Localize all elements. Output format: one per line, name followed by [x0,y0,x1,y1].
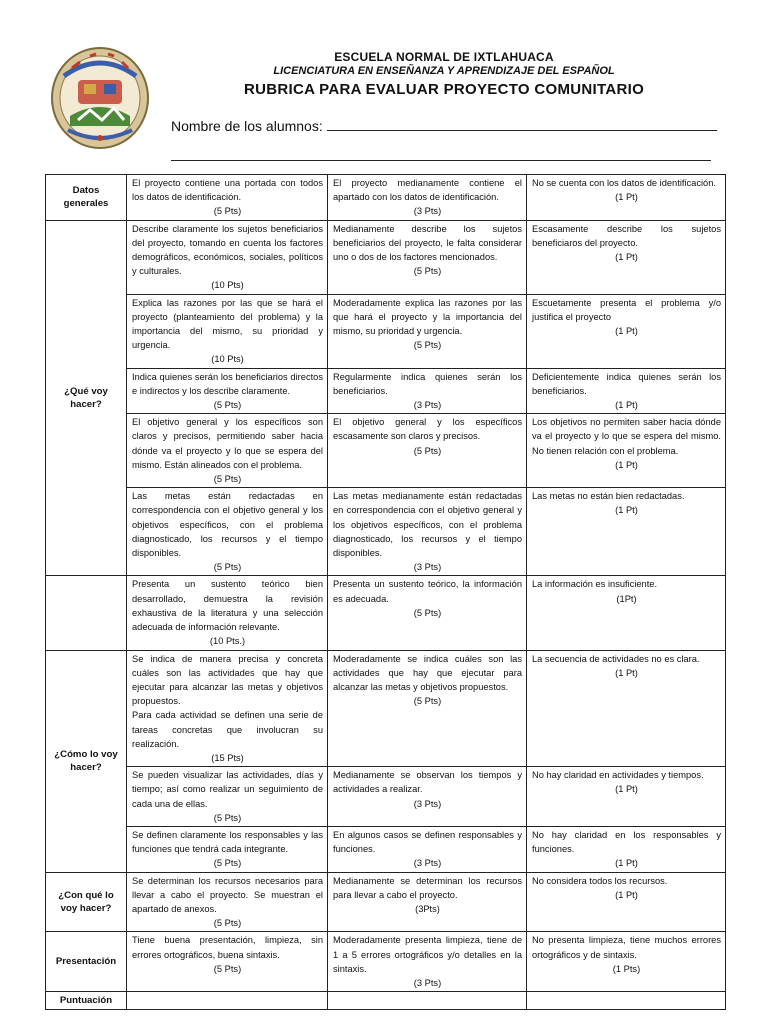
points: (1Pt) [616,593,637,604]
points: (3 Pts) [413,798,442,809]
criterion-puntuacion: Puntuación [46,992,127,1010]
descriptor: El proyecto contiene una portada con todos los datos de identificación. [132,178,323,203]
cell-level-mid [328,175,527,221]
descriptor: Se pueden visualizar las actividades, días y tiempo; así como realizar un seguimiento de cada una de ellas. [132,770,323,809]
descriptor: La secuencia de actividades no es clara. [532,653,700,664]
cell-level-high [127,220,328,294]
cell-level-mid [328,576,527,650]
cell-level-mid [328,368,527,414]
points: (1 Pt) [615,667,638,678]
descriptor: El proyecto medianamente contiene el apartado con los datos de identificación. [333,178,522,203]
cell-level-high [127,767,328,827]
cell-level-high [127,368,328,414]
table-row [46,414,726,488]
table-row [46,488,726,576]
rubric-table [45,174,726,1010]
points: (5 Pts) [413,607,442,618]
cell-level-high [127,576,328,650]
points: (5 Pts) [213,963,242,974]
points: (5 Pts) [413,445,442,456]
table-row [46,826,726,872]
descriptor: Medianamente describe los sujetos beneficiarios del proyecto, le falta considerar uno o dos de los factores mencionados. [333,223,522,263]
descriptor: Deficientemente indica quienes serán los beneficiarios. [532,371,721,396]
cell-level-low [527,767,726,827]
cell-level-low [527,294,726,368]
descriptor: Explica las razones por las que se hará el proyecto (planteamiento del problema) y la importancia del mismo, su prioridad y urgencia. [132,297,323,351]
points: (3 Pts) [413,977,442,988]
cell-level-low [527,576,726,650]
descriptor: No presenta limpieza, tiene muchos errores ortográficos y de sintaxis. [532,935,721,960]
cell-level-high [127,932,328,992]
school-seal-logo [50,46,150,150]
cell-level-low [527,220,726,294]
score-row [46,992,726,1010]
points: (3 Pts) [413,858,442,869]
score-cell-high[interactable] [127,992,328,1010]
students-blank-line-2[interactable] [171,160,711,161]
table-row [46,650,726,767]
points: (3Pts) [415,903,440,914]
descriptor: Escasamente describe los sujetos beneficiaros del proyecto. [532,223,721,248]
table-row [46,872,726,932]
points: (1 Pt) [615,192,638,203]
points: (1 Pt) [615,326,638,337]
criterion-empty [46,576,127,650]
descriptor: Moderadamente se indica cuáles son las actividades que hay que ejecutar para alcanzar las metas y objetivos propuestos. [333,653,522,692]
points: (3 Pts) [413,206,442,217]
points: (1 Pts) [612,963,641,974]
descriptor: Las metas no están bien redactadas. [532,491,685,502]
cell-level-mid [328,767,527,827]
descriptor: Indica quienes serán los beneficiarios directos e indirectos y los describe claramente. [132,371,323,396]
descriptor: Escuetamente presenta el problema y/o justifica el proyecto [532,297,721,322]
descriptor: No se cuenta con los datos de identificación. [532,178,716,188]
points: (5 Pts) [413,696,442,707]
table-row [46,932,726,992]
points: (1 Pt) [615,400,638,411]
points: (1 Pt) [615,459,638,470]
descriptor: No hay claridad en actividades y tiempos. [532,770,704,781]
degree-name: LICENCIATURA EN ENSEÑANZA Y APRENDIZAJE DEL ESPAÑOL [273,65,615,77]
descriptor: No considera todos los recursos. [532,875,668,886]
points: (1 Pt) [615,858,638,869]
score-cell-mid[interactable] [328,992,527,1010]
descriptor: Medianamente se determinan los recursos para llevar a cabo el proyecto. [333,875,522,900]
descriptor: Los objetivos no permiten saber hacia dónde va el proyecto y lo que se espera del mismo. No tienen relación con el problema. [532,417,721,456]
cell-level-mid [328,220,527,294]
cell-level-mid [328,932,527,992]
descriptor: La información es insuficiente. [532,579,658,590]
criterion-presentacion: Presentación [46,932,127,992]
descriptor: Moderadamente explica las razones por las que hará el proyecto y la importancia del mismo, su prioridad y urgencia. [333,297,522,337]
points: (1 Pt) [615,505,638,516]
table-row [46,220,726,294]
descriptor: Tiene buena presentación, limpieza, sin errores ortográficos, buena sintaxis. [132,935,323,960]
descriptor: No hay claridad en los responsables y funciones. [532,829,721,855]
cell-level-low [527,414,726,488]
students-name-field[interactable] [171,116,717,134]
descriptor-extra: Para cada actividad se definen una serie de tareas concretas que involucran su realización. [132,710,323,749]
criterion-con-que-lo-voy-hacer: ¿Con qué lo voy hacer? [46,872,127,932]
points: (5 Pts) [213,562,242,573]
table-row [46,175,726,221]
points: (5 Pts) [213,858,242,869]
points: (5 Pts) [213,812,242,823]
table-row [46,368,726,414]
page-title: RUBRICA PARA EVALUAR PROYECTO COMUNITARIO [243,81,645,98]
cell-level-high [127,650,328,767]
criterion-datos-generales: Datos generales [46,175,127,221]
cell-level-mid [328,826,527,872]
points: (1 Pt) [615,252,638,263]
students-label: Nombre de los alumnos: [171,118,323,134]
descriptor: El objetivo general y los específicos son claros y precisos, permitiendo saber hacia dónde va el proyecto y lo que se espera del mismo. Están alineados con el problema. [132,417,323,470]
cell-level-mid [328,650,527,767]
cell-level-low [527,872,726,932]
descriptor: Se determinan los recursos necesarios para llevar a cabo el proyecto. Se muestran el apartado de anexos. [132,875,323,914]
descriptor: Medianamente se observan los tiempos y actividades a realizar. [333,770,522,795]
criterion-como-lo-voy-hacer: ¿Cómo lo voy hacer? [46,650,127,872]
descriptor: Las metas medianamente están redactadas en correspondencia con el objetivo general y los objetivos específicos, con el problema diagnosticado, los recursos y el tiempo disponibles. [333,491,522,559]
table-row [46,576,726,650]
school-name: ESCUELA NORMAL DE IXTLAHUACA [334,50,554,64]
cell-level-low [527,826,726,872]
cell-level-low [527,488,726,576]
cell-level-high [127,488,328,576]
cell-level-high [127,872,328,932]
points: (5 Pts) [213,918,242,929]
points: (10 Pts) [211,280,244,291]
descriptor: Se indica de manera precisa y concreta cuáles son las actividades que hay que ejecutar para alcanzar las metas y objetivos propuestos. [132,653,323,707]
descriptor: En algunos casos se definen responsables y funciones. [333,829,522,855]
cell-level-mid [328,294,527,368]
table-row [46,294,726,368]
points: (10 Pts.) [209,636,246,647]
descriptor: Presenta un sustento teórico bien desarrollado, demuestra la revisión exhaustiva de la literatura y una selección adecuada de información relevante. [132,579,323,633]
points: (5 Pts) [413,340,442,351]
students-blank-line-1[interactable] [327,116,717,131]
descriptor: Se definen claramente los responsables y las funciones que tendrá cada integrante. [132,829,323,855]
points: (3 Pts) [413,562,442,573]
points: (5 Pts) [413,266,442,277]
descriptor: El objetivo general y los específicos escasamente son claros y precisos. [333,417,522,442]
cell-level-high [127,294,328,368]
cell-level-low [527,932,726,992]
cell-level-high [127,414,328,488]
score-cell-low[interactable] [527,992,726,1010]
cell-level-high [127,175,328,221]
descriptor: Regularmente indica quienes serán los beneficiarios. [333,371,522,396]
points: (5 Pts) [213,474,242,485]
table-row [46,767,726,827]
cell-level-high [127,826,328,872]
points: (1 Pt) [615,889,638,900]
points: (10 Pts) [211,354,244,365]
points: (5 Pts) [213,206,242,217]
cell-level-low [527,368,726,414]
cell-level-mid [328,872,527,932]
descriptor: Describe claramente los sujetos beneficiarios del proyecto, tomando en cuenta los factores demográficos, económicos, sociales, políticos y culturales. [132,223,323,277]
points: (5 Pts) [213,400,242,411]
points: (1 Pt) [615,784,638,795]
cell-level-low [527,650,726,767]
cell-level-low [527,175,726,221]
descriptor: Moderadamente presenta limpieza, tiene de 1 a 5 errores ortográficos y/o detalles en la sintaxis. [333,935,522,974]
cell-level-mid [328,488,527,576]
cell-level-mid [328,414,527,488]
criterion-que-voy-hacer: ¿Qué voy hacer? [46,220,127,576]
points: (3 Pts) [413,400,442,411]
descriptor: Las metas están redactadas en correspondencia con el objetivo general y los objetivos específicos, con el problema diagnosticado, los recursos y el tiempo disponibles. [132,491,323,559]
points: (15 Pts) [211,752,244,763]
descriptor: Presenta un sustento teórico, la información es adecuada. [333,579,522,604]
